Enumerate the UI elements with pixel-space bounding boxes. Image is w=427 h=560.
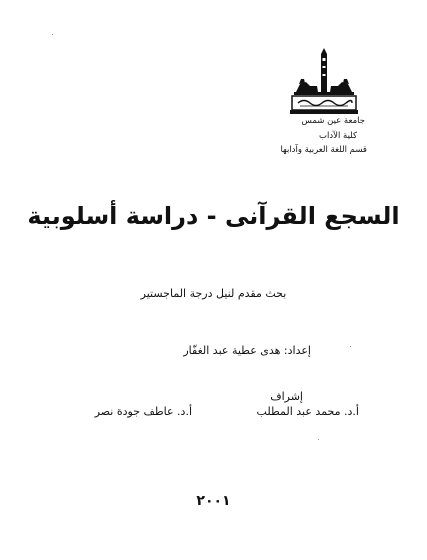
degree-statement: بحث مقدم لنيل درجة الماجستير [140, 287, 287, 300]
thesis-title: السجع القرآنى - دراسة أسلوبية [27, 202, 400, 230]
supervisor-2: أ.د. عاطف جودة نصر [94, 405, 192, 418]
scan-speck [318, 439, 319, 440]
supervisor-1: أ.د. محمد عبد المطلب [256, 405, 359, 418]
faculty-name: كلية الآداب [318, 131, 357, 141]
scan-speck [350, 346, 351, 347]
scan-speck [52, 34, 53, 35]
department-name: قسم اللغة العربية وآدابها [280, 145, 367, 155]
university-seal-icon [290, 46, 358, 116]
year: ٢٠٠١ [196, 493, 231, 509]
supervision-label: إشراف [270, 390, 303, 403]
prepared-by: إعداد: هدى عطية عبد الغفّار [183, 344, 311, 357]
university-name: جامعة عين شمس [301, 116, 365, 126]
